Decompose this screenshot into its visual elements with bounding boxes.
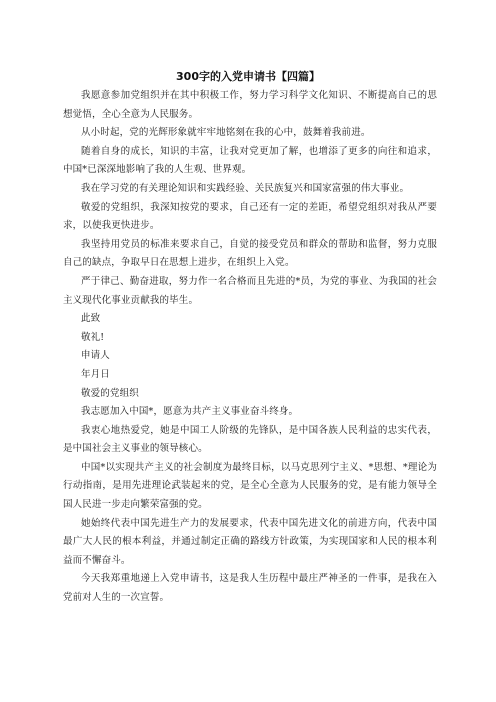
paragraph: 从小时起，党的光辉形象就牢牢地铭刻在我的心中，鼓舞着我前进。 (81, 127, 371, 139)
paragraph: 严于律己、勤奋进取，努力作一名合格而且先进的*员，为党的事业、为我国的社会主义现代化事业贡献我的毕生。 (63, 275, 437, 306)
date-line: 年月日 (81, 368, 110, 380)
document-title: 300字的入党申请书【四篇】 (176, 70, 320, 83)
paragraph: 今天我郑重地递上入党申请书，这是我人生历程中最庄严神圣的一件事，是我在入党前对人生的一次宣誓。 (63, 573, 437, 604)
paragraph: 我坚持用党员的标准来要求自己，自觉的接受党员和群众的帮助和监督，努力克服自己的缺点，争取早日在思想上进步，在组织上入党。 (63, 238, 437, 269)
salutation-line: 敬礼! (81, 331, 105, 343)
paragraph: 我志愿加入中国*，愿意为共产主义事业奋斗终身。 (81, 406, 299, 418)
paragraph: 敬爱的党组织，我深知按党的要求，自己还有一定的差距，希望党组织对我从严要求，以使我更快进步。 (63, 201, 437, 232)
greeting-line: 敬爱的党组织 (81, 387, 139, 399)
paragraph: 我愿意参加党组织并在其中积极工作，努力学习科学文化知识、不断提高自己的思想觉悟，全心全意为人民服务。 (63, 90, 437, 120)
paragraph: 她始终代表中国先进生产力的发展要求，代表中国先进文化的前进方向，代表中国最广大人民的根本利益，并通过制定正确的路线方针政策，为实现国家和人民的根本利益而不懈奋斗。 (63, 517, 437, 566)
paragraph: 我在学习党的有关理论知识和实践经验、关民族复兴和国家富强的伟大事业。 (81, 182, 410, 194)
signature-line: 申请人 (81, 350, 110, 362)
paragraph: 中国*以实现共产主义的社会制度为最终目标，以马克思列宁主义、*思想、*理论为行动指南，是用先进理论武装起来的党，是全心全意为人民服务的党，是有能力领导全国人民进一步走向繁荣富强的党。 (63, 461, 437, 511)
paragraph: 随着自身的成长，知识的丰富，让我对党更加了解，也增添了更多的向往和追求，中国*已深深地影响了我的人生观、世界观。 (63, 145, 437, 176)
salutation-line: 此致 (81, 313, 101, 325)
document-body (63, 87, 437, 608)
paragraph: 我衷心地热爱党，她是中国工人阶级的先锋队，是中国各族人民利益的忠实代表，是中国社会主义事业的领导核心。 (63, 424, 437, 455)
